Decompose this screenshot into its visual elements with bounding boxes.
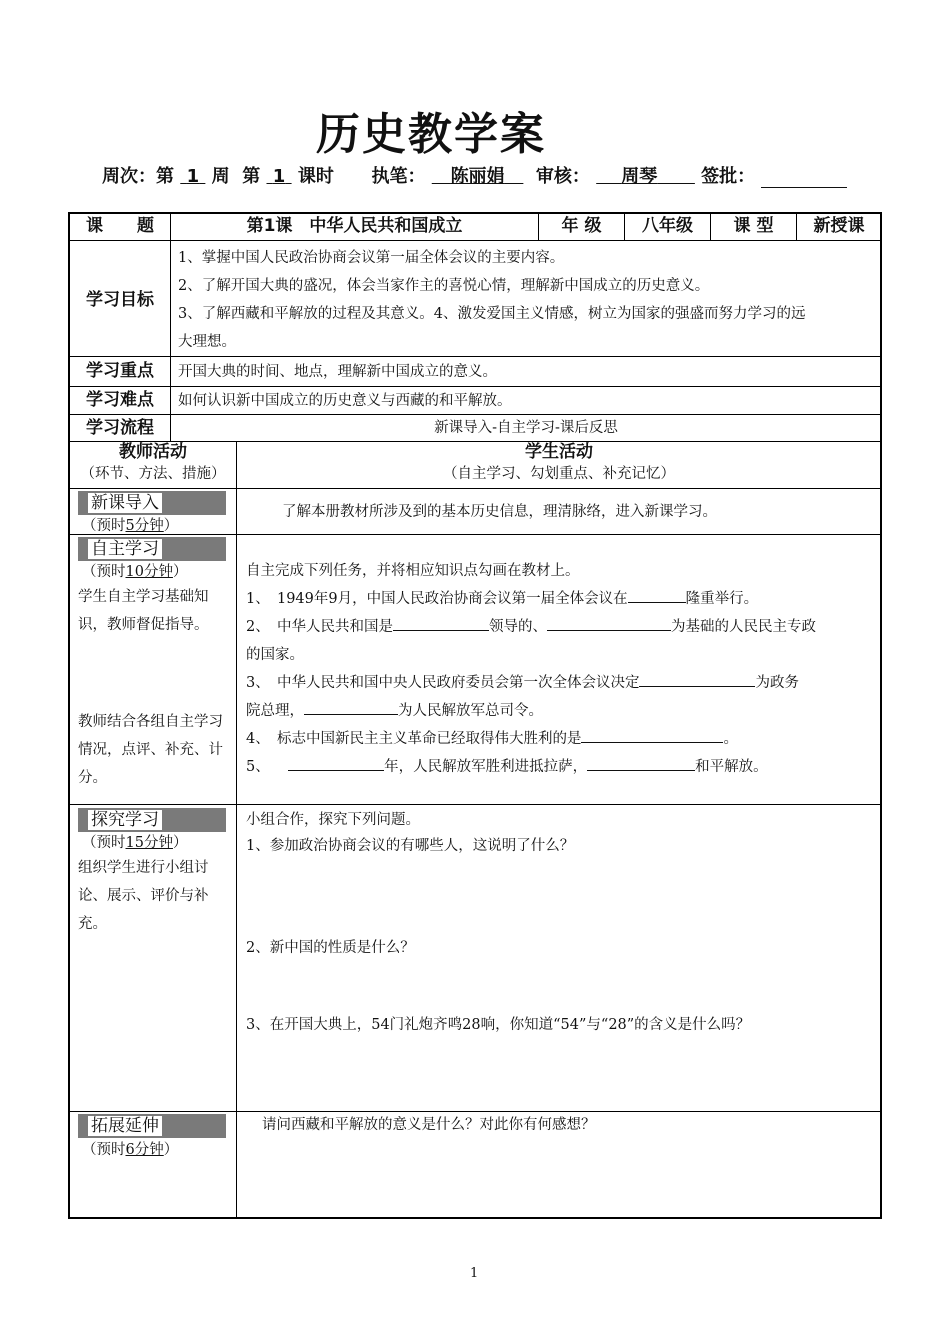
- week-value: 1: [186, 166, 200, 187]
- question-4: 4、 标志中国新民主主义革命已经取得伟大胜利的是 。: [246, 725, 876, 753]
- flow-label: 学习流程: [86, 418, 154, 438]
- objective-line: 大理想。: [178, 334, 236, 350]
- question-3-cont: 院总理， 为人民解放军总司令。: [246, 697, 876, 725]
- intro-tag: 新课导入: [78, 491, 226, 515]
- teacher-column-subtitle: （环节、方法、措施）: [80, 466, 226, 482]
- extend-time: （预时6分钟）: [82, 1142, 179, 1158]
- student-column-subtitle: （自主学习、勾划重点、补充记忆）: [443, 466, 675, 482]
- key-point-text: 开国大典的时间、地点，理解新中国成立的意义。: [178, 364, 497, 380]
- objective-line: 2、了解开国大典的盛况，体会当家作主的喜悦心情，理解新中国成立的历史意义。: [178, 278, 710, 294]
- period-unit: 课时: [297, 166, 334, 187]
- objective-line: 3、了解西藏和平解放的过程及其意义。4、激发爱国主义情感，树立为国家的强盛而努力学习的远: [178, 306, 806, 322]
- row-divider: [68, 804, 882, 805]
- page-number: 1: [470, 1266, 479, 1281]
- row-divider: [68, 356, 882, 357]
- grade-label: 年 级: [561, 216, 602, 236]
- key-point-label: 学习重点: [86, 361, 154, 381]
- explore-intro: 小组合作，探究下列问题。: [246, 812, 420, 828]
- row-divider: [68, 240, 882, 241]
- objectives-text: [178, 244, 880, 356]
- topic-label: 课 题: [86, 216, 154, 236]
- type-label: 课 型: [733, 216, 774, 236]
- objective-line: 1、掌握中国人民政治协商会议第一届全体会议的主要内容。: [178, 250, 565, 266]
- type-value: 新授课: [813, 216, 865, 236]
- intro-student-text: 了解本册教材所涉及到的基本历史信息，理清脉络，进入新课学习。: [282, 504, 717, 520]
- explore-time: （预时15分钟）: [82, 835, 188, 851]
- reviewer-label: 审核：: [535, 166, 590, 187]
- objectives-label: 学习目标: [86, 290, 154, 310]
- self-study-teacher-review: 教师结合各组自主学习情况，点评、补充、计分。: [78, 714, 223, 786]
- flow-text: 新课导入-自主学习-课后反思: [434, 420, 618, 436]
- explore-teacher-text: 组织学生进行小组讨论、展示、评价与补充。: [78, 860, 209, 932]
- approve-blank: [761, 169, 847, 188]
- reviewer-value: 周琴: [621, 166, 658, 187]
- explore-tag: 探究学习: [78, 808, 226, 832]
- question-2-cont: 的国家。: [246, 647, 304, 663]
- extend-tag: 拓展延伸: [78, 1114, 226, 1138]
- approve-label: 签批：: [701, 166, 756, 187]
- week-label: 周次：第: [102, 166, 174, 187]
- teacher-column-title: 教师活动: [119, 442, 187, 462]
- topic-value: 第1课 中华人民共和国成立: [246, 216, 463, 236]
- row-divider: [68, 488, 882, 489]
- author-label: 执笔：: [371, 166, 426, 187]
- difficulty-text: 如何认识新中国成立的历史意义与西藏的和平解放。: [178, 393, 512, 409]
- student-column-title: 学生活动: [525, 442, 593, 462]
- self-study-intro: 自主完成下列任务，并将相应知识点勾画在教材上。: [246, 563, 580, 579]
- explore-question-1: 1、参加政治协商会议的有哪些人，这说明了什么？: [246, 838, 575, 854]
- question-2: 2、 中华人民共和国是 领导的、 为基础的人民民主专政: [246, 613, 876, 641]
- col-divider: [236, 441, 237, 1219]
- question-5: 5、 年，人民解放军胜利进抵拉萨， 和平解放。: [246, 753, 876, 781]
- meta-line: [102, 162, 862, 188]
- question-1: 1、 1949年9月，中国人民政治协商会议第一届全体会议在 隆重举行。: [246, 585, 876, 613]
- document-title: 历史教学案: [316, 109, 546, 160]
- self-study-questions: [246, 557, 876, 781]
- difficulty-label: 学习难点: [86, 390, 154, 410]
- week-unit: 周: [211, 166, 230, 187]
- intro-time: （预时5分钟）: [82, 518, 179, 534]
- period-value: 1: [272, 166, 286, 187]
- self-study-tag: 自主学习: [78, 537, 226, 561]
- col-divider: [170, 212, 171, 441]
- explore-question-2: 2、新中国的性质是什么？: [246, 940, 415, 956]
- author-value: 陈丽娟: [450, 166, 505, 187]
- row-divider: [68, 534, 882, 535]
- question-3: 3、 中华人民共和国中央人民政府委员会第一次全体会议决定 为政务: [246, 669, 876, 697]
- explore-question-3: 3、在开国大典上，54门礼炮齐鸣28响，你知道“54”与“28”的含义是什么吗？: [246, 1017, 751, 1033]
- extend-student-text: 请问西藏和平解放的意义是什么？对此你有何感想？: [262, 1117, 596, 1133]
- self-study-time: （预时10分钟）: [82, 564, 188, 580]
- self-study-teacher-text: 学生自主学习基础知识，教师督促指导。: [78, 589, 209, 633]
- grade-value: 八年级: [642, 216, 693, 236]
- period-label: 第: [242, 166, 261, 187]
